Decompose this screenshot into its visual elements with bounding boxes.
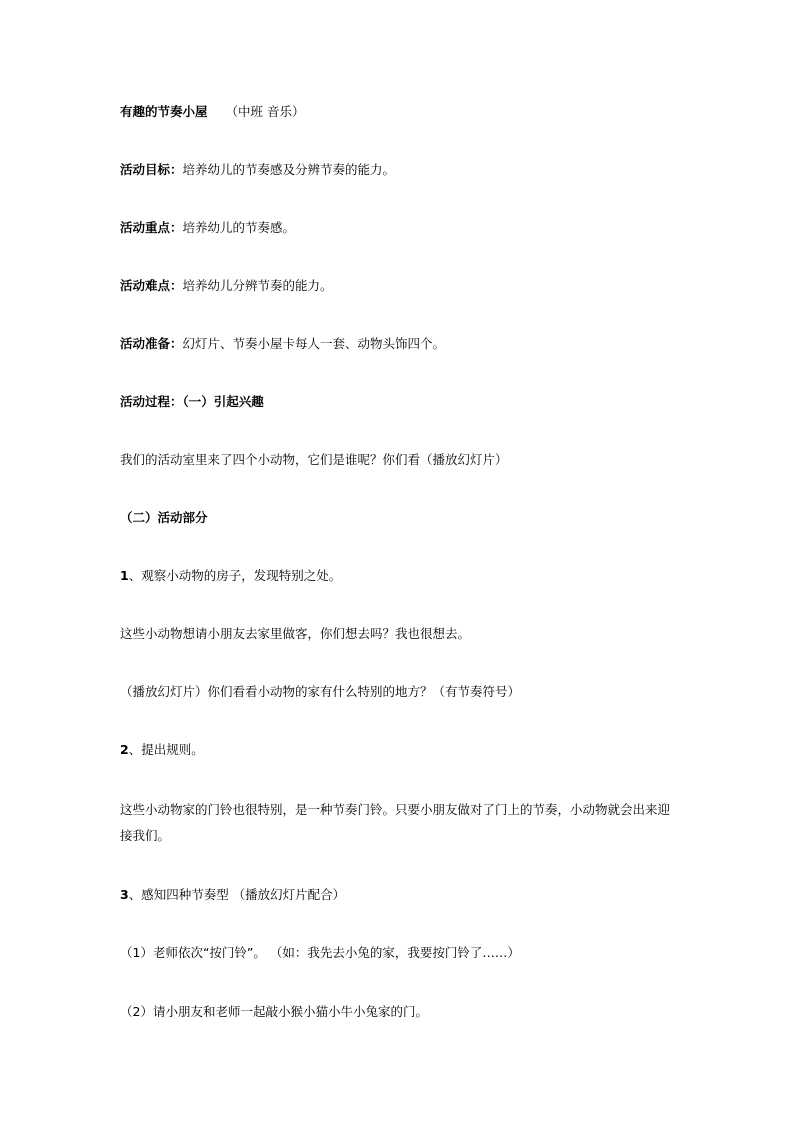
step1-number: 1 bbox=[120, 568, 129, 583]
difficulty-paragraph bbox=[120, 278, 680, 294]
preparation-text: 幻灯片、节奏小屋卡每人一套、动物头饰四个。 bbox=[182, 336, 446, 351]
step2-paragraph: 这些小动物家的门铃也很特别，是一种节奏门铃。只要小朋友做对了门上的节奏，小动物就会出来迎接我们。 bbox=[120, 802, 671, 843]
process-text: （一）引起兴趣 bbox=[182, 394, 264, 409]
document-title bbox=[120, 104, 680, 120]
difficulty-label: 活动难点： bbox=[120, 278, 183, 293]
process-label: 活动过程： bbox=[120, 394, 183, 409]
step1-paragraph-1: 这些小动物想请小朋友去家里做客，你们想去吗？我也很想去。 bbox=[120, 626, 471, 641]
preparation-label: 活动准备： bbox=[120, 336, 183, 351]
step1-paragraph-2: （播放幻灯片）你们看看小动物的家有什么特别的地方？（有节奏符号） bbox=[120, 684, 521, 699]
part-two-heading: （二）活动部分 bbox=[120, 510, 208, 525]
step1-heading bbox=[120, 568, 680, 584]
preparation-paragraph bbox=[120, 336, 680, 352]
step2-text: 、提出规则。 bbox=[128, 742, 204, 757]
step3-number: 3 bbox=[120, 887, 129, 902]
step2-heading bbox=[120, 742, 680, 758]
step3-subitem-1: （1）老师依次“按门铃”。 （如：我先去小兔的家，我要按门铃了……） bbox=[120, 945, 520, 960]
objective-paragraph bbox=[120, 162, 680, 178]
process-heading bbox=[120, 394, 680, 410]
step3-text: 、感知四种节奏型 （播放幻灯片配合） bbox=[128, 887, 346, 902]
objective-label: 活动目标： bbox=[120, 162, 183, 177]
step1-text: 、观察小动物的房子，发现特别之处。 bbox=[128, 568, 342, 583]
keypoint-paragraph bbox=[120, 220, 680, 236]
objective-text: 培养幼儿的节奏感及分辨节奏的能力。 bbox=[182, 162, 396, 177]
step3-subitem-2: （2）请小朋友和老师一起敲小猴小猫小牛小兔家的门。 bbox=[120, 1004, 428, 1019]
title-subtitle: （中班 音乐） bbox=[225, 104, 305, 119]
step3-heading bbox=[120, 887, 680, 903]
difficulty-text: 培养幼儿分辨节奏的能力。 bbox=[182, 278, 333, 293]
step2-number: 2 bbox=[120, 742, 129, 757]
intro-paragraph: 我们的活动室里来了四个小动物，它们是谁呢？你们看（播放幻灯片） bbox=[120, 452, 508, 467]
title-main: 有趣的节奏小屋 bbox=[120, 104, 208, 119]
keypoint-label: 活动重点： bbox=[120, 220, 183, 235]
keypoint-text: 培养幼儿的节奏感。 bbox=[182, 220, 296, 235]
